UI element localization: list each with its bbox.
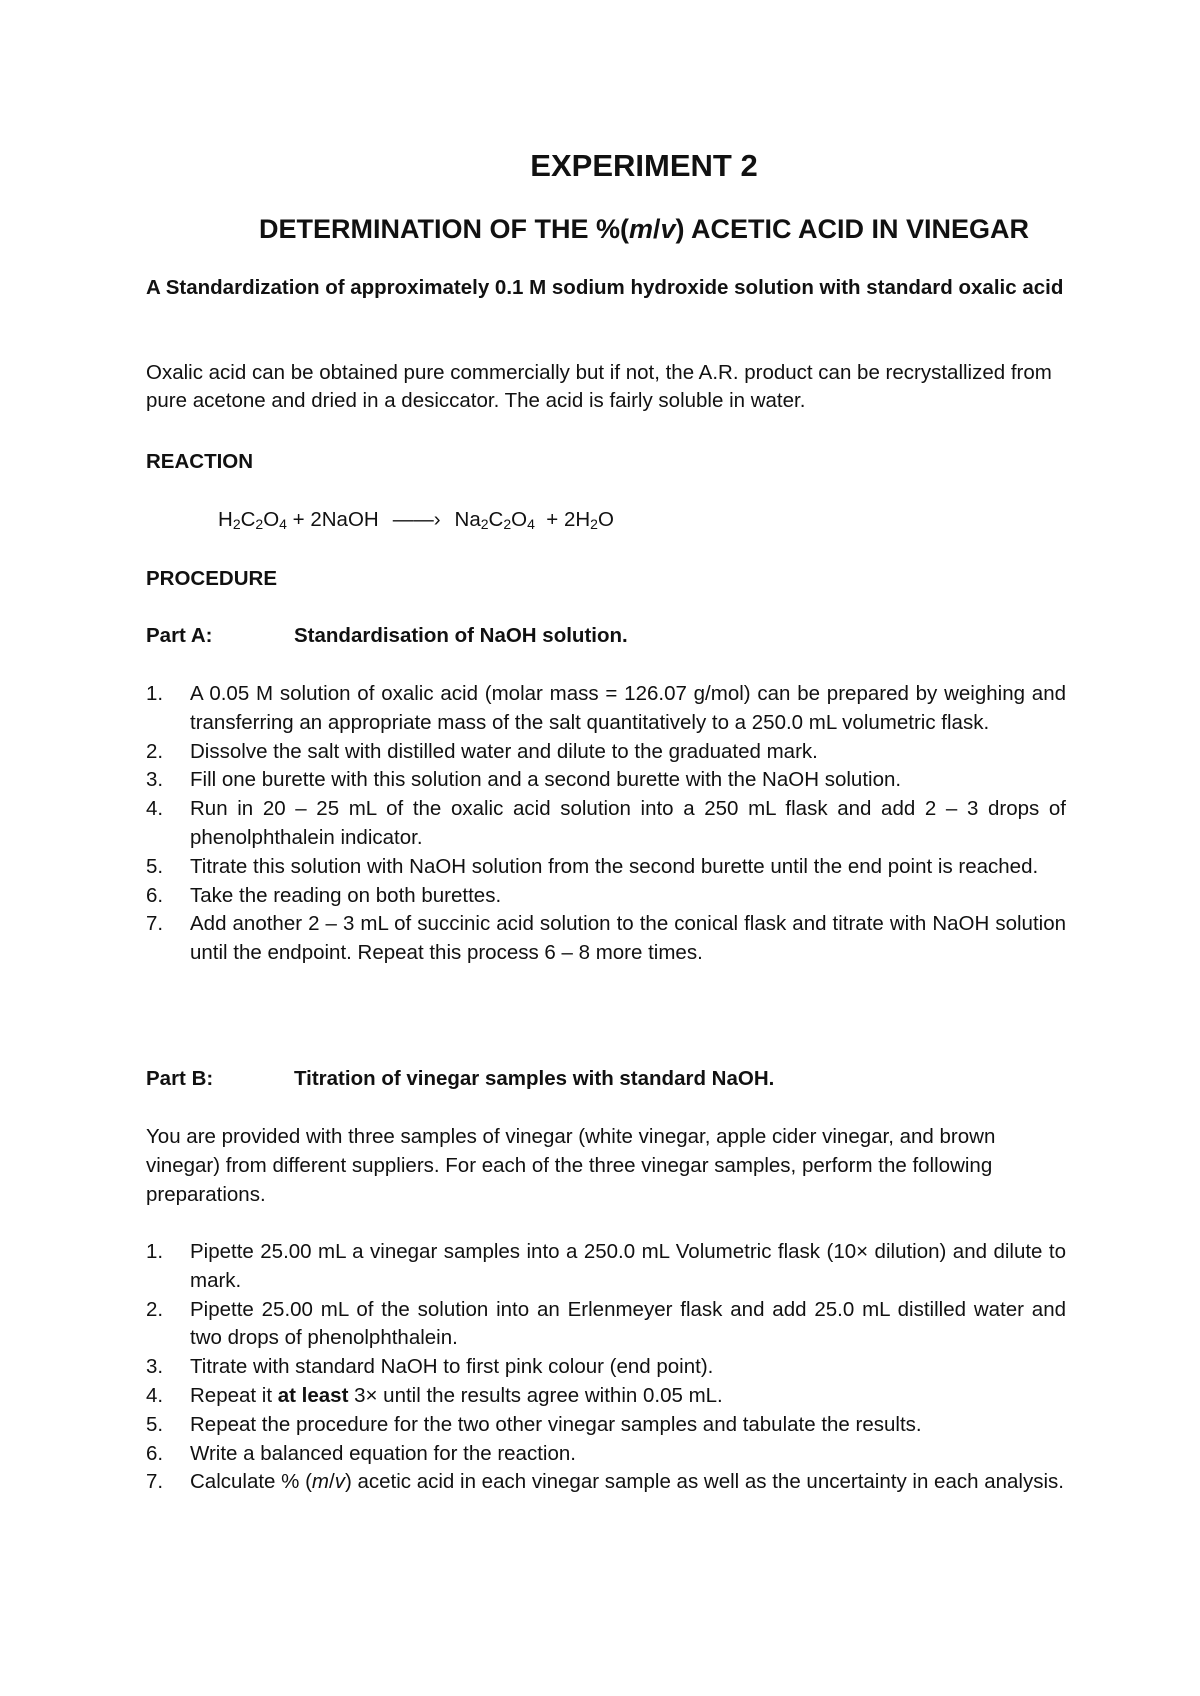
step-text-text: Titrate this solution with NaOH solution from the second burette until the end point is reached. <box>190 854 1039 878</box>
step-text-bold: at least <box>277 1383 349 1407</box>
part-a-step-3 <box>146 766 1066 795</box>
step-text-text: A 0.05 M solution of oxalic acid (molar mass = 126.07 g/mol) can be prepared by weighing and transferring an appropriate mass of the salt quantitatively to a 250.0 mL volumetric flask. <box>190 682 1066 734</box>
part-b-step-7 <box>146 1468 1066 1497</box>
step-text-text: Add another 2 – 3 mL of succinic acid solution to the conical flask and titrate with NaOH solution until the endpoint. Repeat this process 6 – 8 more times. <box>190 912 1066 965</box>
part-a-step-2 <box>146 738 1066 767</box>
part-a-step-4 <box>146 795 1066 853</box>
step-number: 2. <box>146 1297 164 1321</box>
part-a-heading <box>146 624 628 648</box>
step-text-text: Run in 20 – 25 mL of the oxalic acid solution into a 250 mL flask and add 2 – 3 drops of phenolphthalein indicator. <box>190 797 1066 849</box>
step-text-text: Pipette 25.00 mL of the solution into an Erlenmeyer flask and add 25.0 mL distilled water and two drops of phenolphthalein. <box>190 1297 1066 1350</box>
step-text-text: Fill one burette with this solution and a second burette with the NaOH solution. <box>190 768 902 792</box>
experiment-title: EXPERIMENT 2 <box>530 148 758 183</box>
step-text-text: Repeat the procedure for the two other vinegar samples and tabulate the results. <box>190 1412 922 1436</box>
part-a-step-6 <box>146 882 1066 911</box>
part-a-step-7 <box>146 910 1066 968</box>
part-b-step-2 <box>146 1296 1066 1354</box>
part-b-step-3 <box>146 1353 1066 1382</box>
step-number: 7. <box>146 1470 164 1494</box>
step-number: 5. <box>146 854 164 878</box>
experiment-subtitle <box>44 214 1200 245</box>
step-text-post: 3× until the results agree within 0.05 mL. <box>348 1383 723 1407</box>
step-text-text: Dissolve the salt with distilled water and dilute to the graduated mark. <box>190 739 818 763</box>
reaction-heading: REACTION <box>146 450 254 473</box>
subtitle-m: m <box>628 214 653 244</box>
reaction-equation: $H_2C_2O_4$ + 2NaOH ——› $Na_2C_2O_4 + 2H_2O$ <box>218 508 614 532</box>
step-text-text: Titrate with standard NaOH to first pink colour (end point). <box>190 1355 714 1379</box>
step-text-text: Write a balanced equation for the reaction. <box>190 1441 576 1465</box>
reaction-arrow: ——› <box>392 508 441 531</box>
step-number: 1. <box>146 1240 164 1263</box>
step-text-pre: Repeat it <box>190 1383 278 1407</box>
part-a-step-5 <box>146 853 1066 882</box>
part-b-step-1 <box>146 1238 1066 1296</box>
step-number: 5. <box>146 1412 164 1436</box>
step-text-mid: / <box>329 1470 335 1494</box>
part-b-intro: You are provided with three samples of vinegar (white vinegar, apple cider vinegar, and brown vinegar) from different suppliers. For each of the three vinegar samples, perform the following preparations. <box>146 1125 996 1206</box>
part-a-step-1 <box>146 680 1066 738</box>
step-number: 7. <box>146 912 164 936</box>
step-number: 1. <box>146 682 164 705</box>
part-a-steps <box>146 680 1066 968</box>
step-number: 6. <box>146 883 164 907</box>
step-text-pre: Calculate % ( <box>190 1470 312 1494</box>
subtitle-v: v <box>660 214 676 244</box>
part-b-step-5 <box>146 1411 1066 1440</box>
step-number: 6. <box>146 1441 164 1465</box>
step-number: 3. <box>146 768 164 792</box>
intro-paragraph: Oxalic acid can be obtained pure commercially but if not, the A.R. product can be recrystallized from pure acetone and dried in a desiccator. The acid is fairly soluble in water. <box>146 361 1052 412</box>
part-b-label: Part B: <box>146 1067 214 1090</box>
part-b-heading <box>146 1067 774 1091</box>
step-text-it2: v <box>334 1470 345 1494</box>
step-number: 3. <box>146 1355 164 1379</box>
part-b-step-6 <box>146 1440 1066 1469</box>
procedure-heading: PROCEDURE <box>146 567 277 590</box>
subtitle-pre: DETERMINATION OF THE %( <box>258 214 629 244</box>
part-b-step-4 <box>146 1382 1066 1411</box>
step-number: 2. <box>146 739 164 763</box>
part-b-title: Titration of vinegar samples with standard NaOH. <box>294 1067 775 1090</box>
step-text-it1: m <box>311 1470 329 1494</box>
part-a-label: Part A: <box>146 624 213 647</box>
step-text-text: Pipette 25.00 mL a vinegar samples into a 250.0 mL Volumetric flask (10× dilution) and dilute to mark. <box>190 1240 1066 1292</box>
step-text-post: ) acetic acid in each vinegar sample as well as the uncertainty in each analysis. <box>344 1470 1064 1494</box>
step-text-text: Take the reading on both burettes. <box>190 883 502 907</box>
part-b-steps <box>146 1238 1066 1497</box>
subtitle-slash: / <box>652 214 661 244</box>
step-number: 4. <box>146 1383 164 1407</box>
section-a-heading: A Standardization of approximately 0.1 M sodium hydroxide solution with standard oxalic acid <box>146 276 1064 299</box>
step-number: 4. <box>146 797 164 821</box>
subtitle-post: ) ACETIC ACID IN VINEGAR <box>675 214 1030 244</box>
part-a-title: Standardisation of NaOH solution. <box>294 624 628 647</box>
